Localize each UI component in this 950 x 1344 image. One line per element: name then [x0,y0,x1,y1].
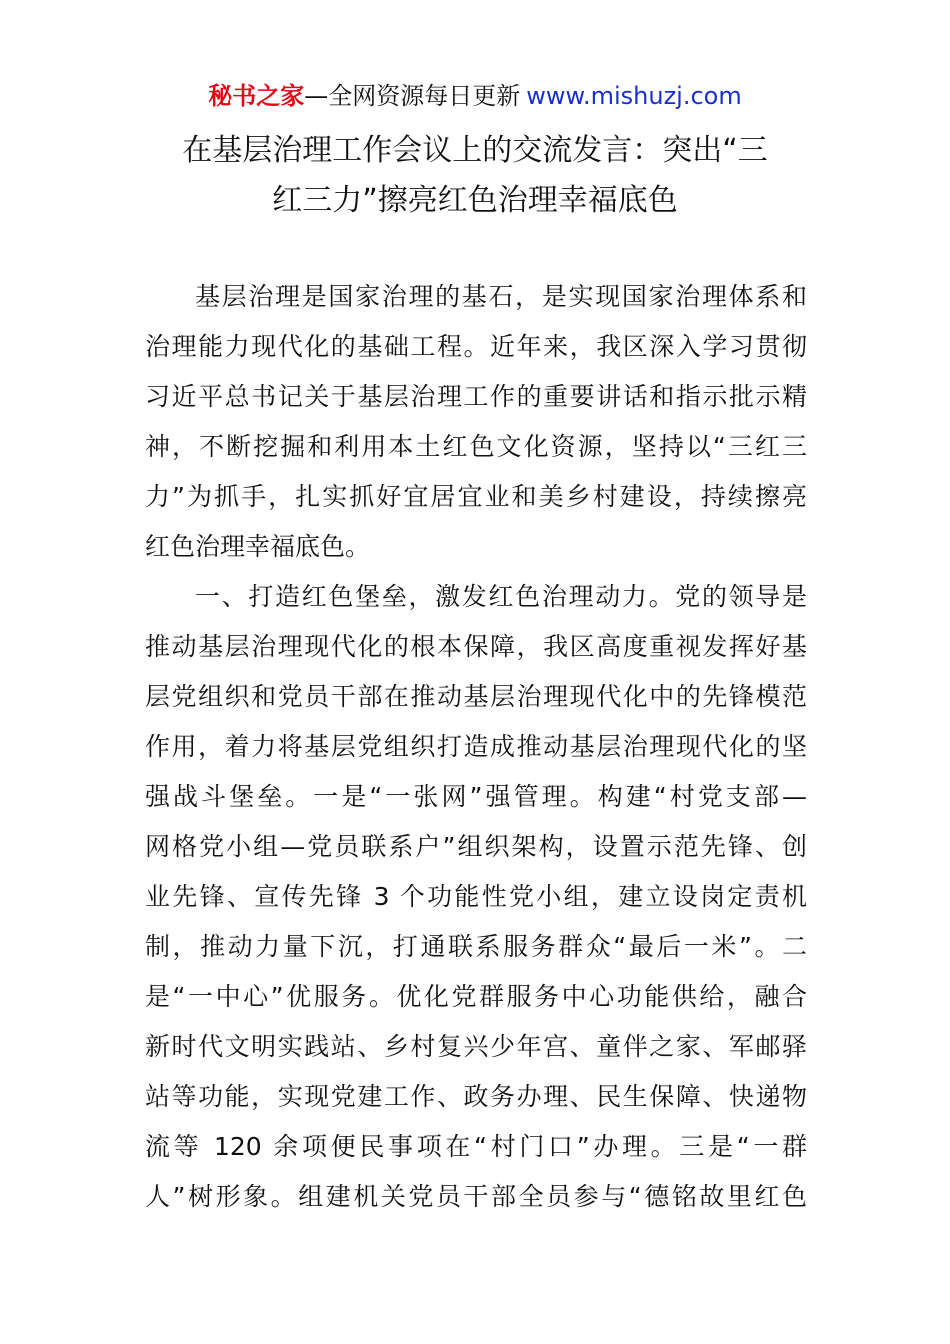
text-line: 流等 120 余项便民事项在“村门口”办理。三是“一群 [145,1132,807,1161]
text-line: 层党组织和党员干部在推动基层治理现代化中的先锋模范 [145,682,807,711]
text-line: 作用，着力将基层党组织打造成推动基层治理现代化的坚 [145,732,807,761]
text-line: 基层治理是国家治理的基石，是实现国家治理体系和 [195,282,807,311]
text-line: 一、打造红色堡垒，激发红色治理动力。党的领导是 [195,582,807,611]
text-line: 业先锋、宣传先锋 3 个功能性党小组，建立设岗定责机 [145,882,807,911]
text-line: 习近平总书记关于基层治理工作的重要讲话和指示批示精 [145,382,807,411]
text-line: 站等功能，实现党建工作、政务办理、民生保障、快递物 [145,1082,807,1111]
title-line: 在基层治理工作会议上的交流发言：突出“三 [182,133,768,168]
document-title [145,126,805,226]
text-line: 新时代文明实践站、乡村复兴少年宫、童伴之家、军邮驿 [145,1032,807,1061]
brand-name: 秘书之家 [208,82,305,110]
text-line: 神，不断挖掘和利用本土红色文化资源，坚持以“三红三 [145,432,807,461]
paragraph-section-one [145,572,807,1222]
text-line: 力”为抓手，扎实抓好宜居宜业和美乡村建设，持续擦亮 [145,482,807,511]
text-line: 是“一中心”优服务。优化党群服务中心功能供给，融合 [145,982,807,1011]
text-line: 推动基层治理现代化的根本保障，我区高度重视发挥好基 [145,632,807,661]
text-line: 红色治理幸福底色。 [145,532,371,561]
text-line: 治理能力现代化的基础工程。近年来，我区深入学习贯彻 [145,332,807,361]
paragraph-intro [145,272,807,572]
site-header [0,80,950,112]
text-line: 制，推动力量下沉，打通联系服务群众“最后一米”。二 [145,932,807,961]
text-line: 强战斗堡垒。一是“一张网”强管理。构建“村党支部— [145,782,807,811]
site-url[interactable]: www.mishuzj.com [526,82,742,110]
header-tagline: —全网资源每日更新 [304,82,521,110]
title-line: 红三力”擦亮红色治理幸福底色 [272,183,678,218]
text-line: 网格党小组—党员联系户”组织架构，设置示范先锋、创 [145,832,807,861]
text-line: 人”树形象。组建机关党员干部全员参与“德铭故里红色 [145,1182,807,1211]
